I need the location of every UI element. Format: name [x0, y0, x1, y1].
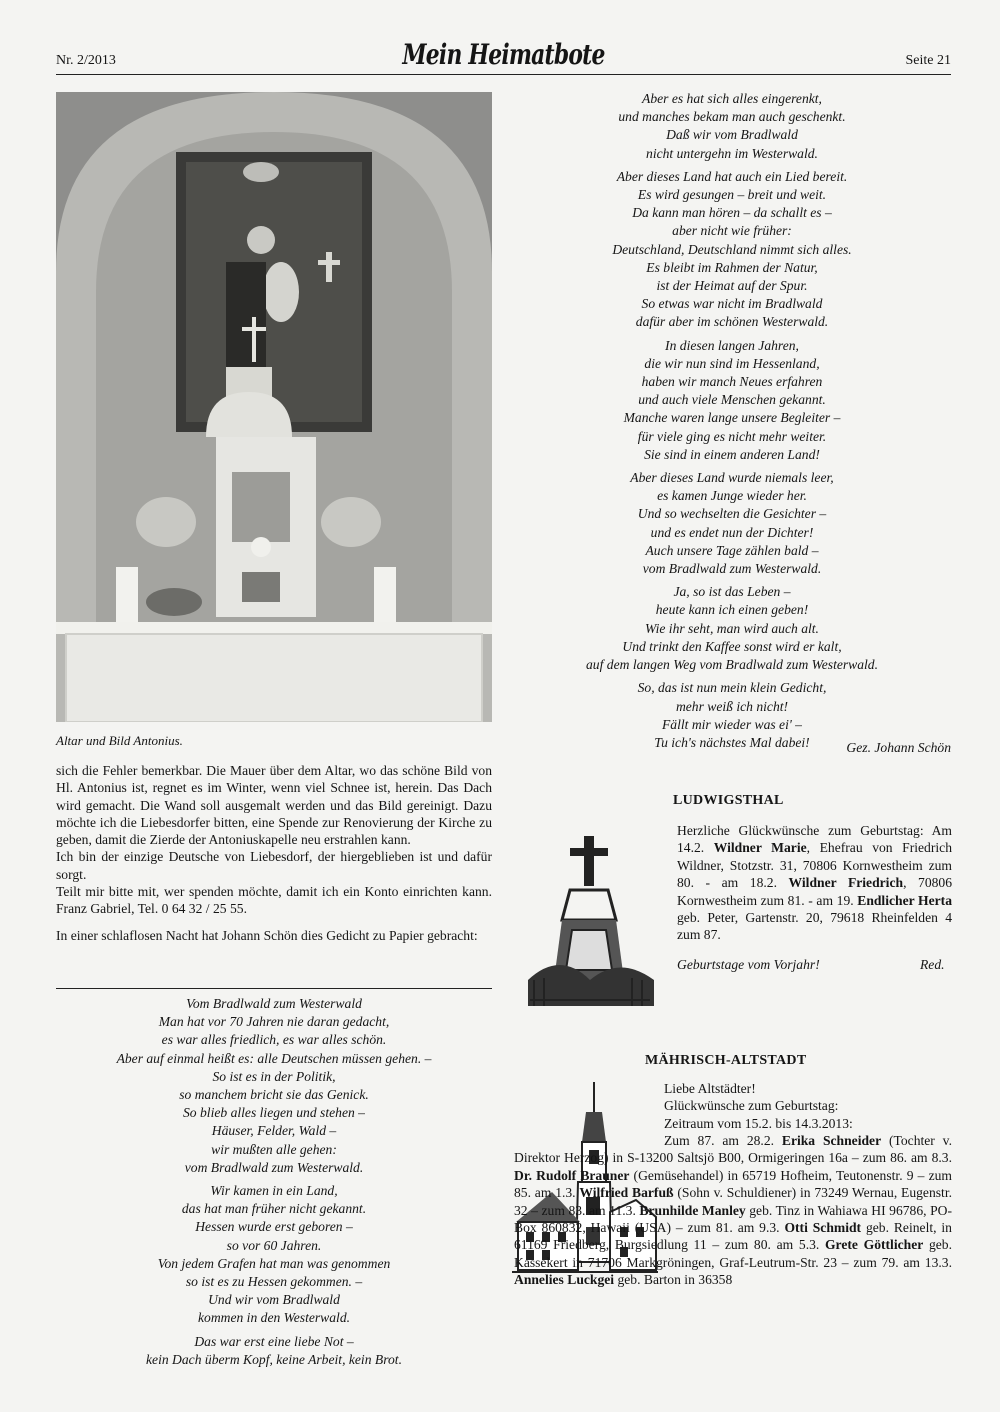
poem-line: so vor 60 Jahren. — [226, 1237, 322, 1253]
poem-line: Fällt mir wieder was ei' – — [662, 716, 802, 732]
poem-line: auf dem langen Weg vom Bradlwald zum Westerwald. — [586, 657, 878, 673]
ludwigsthal-text — [677, 822, 952, 944]
poem-line: heute kann ich einen geben! — [655, 602, 809, 618]
poem-line: Von jedem Grafen hat man was genommen — [157, 1255, 391, 1271]
poem-line: es kamen Junge wieder her. — [657, 488, 807, 504]
cross-monument-illustration — [520, 830, 660, 1010]
birthday-name: Dr. Rudolf Brauner — [514, 1167, 630, 1183]
poem-line: Aber es hat sich alles eingerenkt, — [642, 91, 822, 106]
section-title-ludwigsthal: LUDWIGSTHAL — [673, 793, 784, 808]
issue-number: Nr. 2/2013 — [56, 53, 116, 68]
maehrisch-header-text — [664, 1080, 952, 1132]
maehrisch-text-part: Zum 87. am 28.2. — [664, 1133, 782, 1148]
poem-stanza — [512, 469, 952, 578]
poem-line: Es bleibt im Rahmen der Natur, — [646, 259, 818, 275]
birthday-name: Wildner Friedrich — [788, 875, 904, 891]
poem-line: so ist es zu Hessen gekommen. – — [185, 1274, 363, 1290]
poem-line: und manches bekam man auch geschenkt. — [618, 109, 846, 125]
poem-signature: Gez. Johann Schön — [846, 740, 951, 755]
poem-line: Wir kamen in ein Land, — [210, 1183, 338, 1199]
poem-line: Häuser, Felder, Wald – — [211, 1123, 337, 1139]
poem-line: vom Bradlwald zum Westerwald. — [184, 1159, 364, 1175]
masthead-title: Mein Heimatbote — [402, 38, 605, 71]
poem-line: Tu ich's nächstes Mal dabei! — [654, 734, 810, 750]
maehrisch-intro: Glückwünsche zum Geburtstag: — [664, 1098, 839, 1114]
poem-line: kein Dach überm Kopf, keine Arbeit, kein Brot. — [146, 1351, 402, 1367]
birthday-name: Brunhilde Manley — [639, 1202, 746, 1218]
poem-line: es war alles friedlich, es war alles schön. — [161, 1032, 387, 1048]
altar-photo — [56, 92, 492, 722]
poem-line: Auch unsere Tage zählen bald – — [645, 542, 819, 558]
poem-line: aber nicht wie früher: — [672, 223, 792, 239]
poem-stanza — [512, 168, 952, 332]
poem-line: haben wir manch Neues erfahren — [641, 374, 823, 390]
poem-stanza — [512, 90, 952, 163]
poem-line: Ja, so ist das Leben – — [673, 584, 791, 600]
article-paragraph: sich die Fehler bemerkbar. Die Mauer über dem Altar, wo das schöne Bild von Hl. Antonius ist, regnet es im Winter, wenn viel Schnee ist, herein. Das Dach wird gemacht. Die Wand soll ausgemalt werden und das Bild gereinigt. Dazu möchte ich die Liebesdorfer bitten, eine Spende zur Renovierung der Kirche zu geben, damit die Zierde der Antoniuskapelle neu erstrahlen kann. — [56, 763, 492, 848]
maehrisch-birthdays — [514, 1132, 952, 1289]
ludwigsthal-note: Geburtstage vom Vorjahr! — [677, 957, 820, 972]
poem-line: Man hat vor 70 Jahren nie daran gedacht, — [158, 1014, 390, 1030]
poem-line: die wir nun sind im Hessenland, — [644, 355, 820, 371]
poem-line: Und trinkt den Kaffee sonst wird er kalt, — [622, 638, 842, 654]
maehrisch-period: Zeitraum vom 15.2. bis 14.3.2013: — [664, 1115, 853, 1131]
poem-line: kommen in den Westerwald. — [197, 1310, 351, 1326]
poem-line: und es endet nun der Dichter! — [650, 524, 814, 540]
birthday-name: Wildner Marie — [713, 840, 807, 856]
poem-stanza — [56, 995, 492, 1177]
poem-line: Vom Bradlwald zum Westerwald — [186, 996, 362, 1011]
article-body — [56, 762, 492, 944]
maehrisch-text-part: geb. Tinz in Wahiawa HI 96786, PO-Box 860832, Hawaii (USA) – zum 81. am 9.3. — [514, 1202, 952, 1236]
poem-line: Aber auf einmal heißt es: alle Deutschen müssen gehen. – — [116, 1050, 432, 1066]
article-paragraph: Teilt mir bitte mit, wer spenden möchte, damit ich ein Konto einrichten kann. Franz Gabriel, Tel. 0 64 32 / 25 55. — [56, 884, 492, 917]
section-title-maehrisch-altstadt: MÄHRISCH-ALTSTADT — [645, 1053, 807, 1068]
poem-line: wir mußten alle gehen: — [211, 1141, 337, 1157]
poem-line: Aber dieses Land wurde niemals leer, — [630, 470, 834, 486]
poem-line: ist der Heimat auf der Spur. — [656, 278, 808, 294]
maehrisch-text-part: (Tochter v. Direktor Herzog) in S-13200 Saltsjö B00, Ormigeringen 16a – zum 86. am 8.3. — [514, 1133, 952, 1166]
maehrisch-greeting: Liebe Altstädter! — [664, 1081, 756, 1096]
poem-line: das hat man früher nicht gekannt. — [181, 1201, 367, 1217]
poem-divider — [56, 988, 492, 989]
poem-line: mehr weiß ich nicht! — [675, 698, 789, 714]
birthday-name: Erika Schneider — [781, 1133, 882, 1148]
poem-line: In diesen langen Jahren, — [665, 337, 799, 353]
poem-line: So ist es in der Politik, — [212, 1068, 336, 1084]
article-paragraph: In einer schlaflosen Nacht hat Johann Schön dies Gedicht zu Papier gebracht: — [56, 927, 478, 943]
birthday-name: Wilfried Barfuß — [579, 1185, 674, 1201]
header-rule — [56, 74, 951, 75]
birthday-name: Otti Schmidt — [784, 1220, 862, 1236]
poem-line: So blieb alles liegen und stehen – — [183, 1105, 365, 1121]
poem-line: Daß wir vom Bradlwald — [666, 127, 798, 143]
poem-line: Es wird gesungen – breit und weit. — [637, 187, 827, 203]
poem-line: Deutschland, Deutschland nimmt sich alles. — [612, 241, 852, 257]
poem-line: Und wir vom Bradlwald — [208, 1292, 340, 1308]
ludwigsthal-text-part: Am 14.2. — [677, 823, 952, 856]
poem-line: Wie ihr seht, man wird auch alt. — [645, 620, 819, 636]
poem-line: und auch viele Menschen gekannt. — [638, 392, 826, 408]
poem-line: dafür aber im schönen Westerwald. — [635, 314, 829, 330]
photo-caption: Altar und Bild Antonius. — [56, 733, 183, 748]
poem-line: So etwas war nicht im Bradlwald — [641, 296, 823, 312]
ludwigsthal-text-part: , Ehefrau von Friedrich Wildner, Stotzstr. 31, 70806 Kornwestheim zum 80. - am 18.2. — [677, 840, 952, 891]
ludwigsthal-note-signature: Red. — [920, 957, 945, 972]
birthday-name: Endlicher Herta — [857, 892, 952, 908]
ludwigsthal-intro: Herzliche Glückwünsche zum Geburtstag: — [677, 823, 924, 838]
poem-stanza — [512, 583, 952, 674]
poem-line: So, das ist nun mein klein Gedicht, — [637, 680, 827, 696]
birthday-name: Grete Göttlicher — [824, 1237, 924, 1253]
page-header — [56, 38, 951, 74]
ludwigsthal-text-part: , 70806 Kornwestheim zum 81. - am 19. — [677, 875, 952, 908]
poem-stanza — [56, 1333, 492, 1369]
poem-stanza — [56, 1182, 492, 1328]
poem-line: für viele ging es nicht mehr weiter. — [637, 428, 827, 444]
ludwigsthal-text-part: geb. Peter, Gartenstr. 20, 79618 Rheinfelden 4 zum 87. — [677, 910, 952, 943]
maehrisch-text-part: geb. Kassekert in 71706 Markgröningen, Graf-Leutrum-Str. 23 – zum 79. am 13.3. — [514, 1237, 952, 1270]
poem-line: nicht untergehn im Westerwald. — [646, 145, 818, 161]
poem-line: Sie sind in einem anderen Land! — [644, 446, 820, 462]
maehrisch-text-part: geb. Barton in 36358 — [614, 1272, 733, 1288]
poem-line: vom Bradlwald zum Westerwald. — [642, 561, 822, 577]
poem-line: Hessen wurde erst geboren – — [195, 1219, 353, 1235]
poem-line: Und so wechselten die Gesichter – — [637, 506, 827, 522]
poem-left — [56, 995, 492, 1374]
poem-right — [512, 90, 952, 757]
maehrisch-text-part: (Sohn v. Schuldiener) in 73249 Wernau, Eugenstr. 32 – zum 83. am 11.3. — [514, 1185, 953, 1218]
birthday-name: Annelies Luckgei — [514, 1272, 615, 1288]
page-number: Seite 21 — [905, 53, 951, 68]
poem-line: Aber dieses Land hat auch ein Lied bereit. — [616, 168, 848, 184]
article-paragraph: Ich bin der einzige Deutsche von Liebesdorf, der hiergeblieben ist und dafür sorgt. — [56, 849, 492, 882]
poem-line: Da kann man hören – da schallt es – — [632, 205, 832, 221]
maehrisch-text-part: (Gemüsehandel) in 65719 Hofheim, Teutonenstr. 9 – zum 85. am 1.3. — [514, 1167, 952, 1201]
poem-line: Das war erst eine liebe Not – — [194, 1333, 354, 1349]
poem-stanza — [512, 337, 952, 464]
maehrisch-text-part: geb. Reinelt, in 61169 Friedberg, Burgsiedlung 11 – zum 80. am 5.3. — [514, 1220, 952, 1253]
poem-line: Manche waren lange unsere Begleiter – — [623, 410, 841, 426]
poem-line: so manchem bricht sie das Genick. — [179, 1087, 369, 1103]
